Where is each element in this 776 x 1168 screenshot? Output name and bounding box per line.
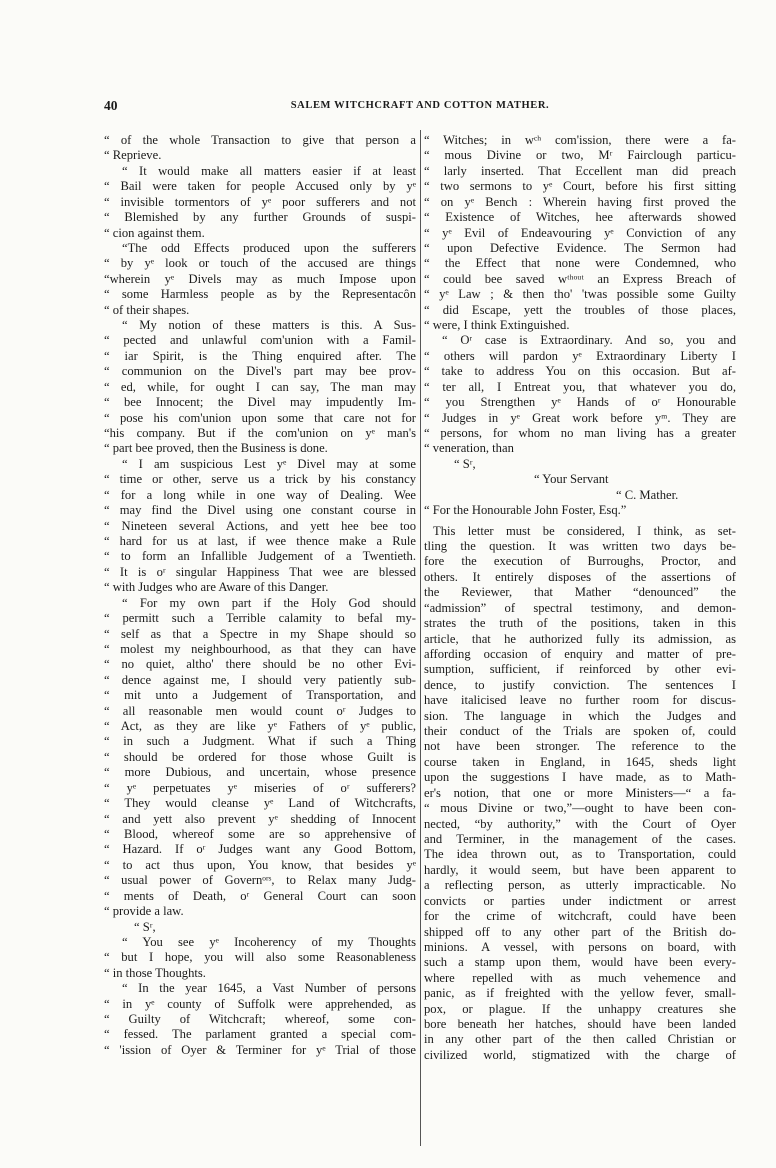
text-line: “ may find the Divel using one constant course in xyxy=(104,503,416,518)
text-line: panic, as if freighted with the yellow fever, small- xyxy=(424,986,736,1001)
text-line: “admission” of spectral testimony, and demon- xyxy=(424,600,736,615)
text-line: for the crime of witchcraft, could have been xyxy=(424,909,736,924)
text-line: “ all reasonable men would count oʳ Judges to xyxy=(104,703,416,718)
text-line: “ take to address You on this occasion. But af- xyxy=(424,364,736,379)
text-line: “ You see yᵉ Incoherency of my Thoughts xyxy=(122,934,416,949)
text-line: “ Blemished by any further Grounds of suspi- xyxy=(104,210,416,225)
text-line: “ no quiet, altho' there should be no other Evi- xyxy=(104,657,416,672)
text-line: “ It would make all matters easier if at least xyxy=(122,163,416,178)
text-line: others. It entirely disposes of the assertions of xyxy=(424,569,736,584)
text-line: “ communion on the Divel's part may bee prov- xyxy=(104,364,416,379)
text-line: “ but I hope, you will also some Reasonableness xyxy=(104,950,416,965)
text-line: “ self as that a Spectre in my Shape should so xyxy=(104,626,416,641)
text-line: “ of the whole Transaction to give that person a xyxy=(104,133,416,147)
text-line: “ ments of Death, oʳ General Court can soon xyxy=(104,888,416,903)
text-line: “ of their shapes. xyxy=(104,302,190,317)
page-header xyxy=(104,98,736,114)
text-line: fore the execution of Burroughs, Proctor, and xyxy=(424,554,736,569)
text-line: hardly, it would seem, but have been apparent to xyxy=(424,862,736,877)
text-line: “ For my own part if the Holy God should xyxy=(122,595,416,610)
text-line: “ Guilty of Witchcraft; whereof, some con- xyxy=(104,1012,416,1027)
left-column xyxy=(104,133,416,1058)
text-line: “ My notion of these matters is this. A Sus- xyxy=(122,318,416,333)
text-line: “ could bee saved wᵗʰᵒᵘᵗ an Express Breach of xyxy=(424,271,736,286)
text-line: “ others will pardon yᵉ Extraordinary Liberty I xyxy=(424,348,736,363)
text-line: “ you Strengthen yᵉ Hands of oʳ Honourable xyxy=(424,395,736,410)
text-line: “his company. But if the com'union on yᵉ man's xyxy=(104,426,416,441)
text-line: “ iar Spirit, is the Thing enquired after. The xyxy=(104,348,416,363)
text-line: “ mous Divine or two, Mʳ Fairclough particu- xyxy=(424,148,736,163)
text-line: “ on yᵉ Bench : Wherein having first proved the xyxy=(424,194,736,209)
text-line: “ usual power of Governᵒʳˢ, to Relax many Judg- xyxy=(104,873,416,888)
text-line: nected, “by authority,” with the Court of Oyer xyxy=(424,816,736,831)
text-line: “ ed, while, for ought I can say, The man may xyxy=(104,379,416,394)
text-line: “ the Effect that none were Condemned, who xyxy=(424,256,736,271)
text-line: “ Existence of Witches, hee afterwards showed xyxy=(424,210,736,225)
text-line: “ pose his com'union upon some that care not for xyxy=(104,410,416,425)
text-line: “ to form an Infallible Judgement of a Twentieth. xyxy=(104,549,416,564)
text-line: “ persons, for whom no man living has a greater xyxy=(424,426,736,441)
text-line: “ in those Thoughts. xyxy=(104,965,206,980)
text-line: upon the suggestions I have made, as to Math- xyxy=(424,770,736,785)
text-line: “ mous Divine or two,”—ought to have been con- xyxy=(424,801,736,816)
text-line: “ 'ission of Oyer & Terminer for yᵉ Trial of those xyxy=(104,1042,416,1057)
text-line: “ in yᵉ county of Suffolk were apprehended, as xyxy=(104,996,416,1011)
text-line: “ dence against me, I should very patiently sub- xyxy=(104,672,416,687)
text-line: “ Hazard. If oʳ Judges want any Good Bottom, xyxy=(104,842,416,857)
text-line: “ Nineteen several Actions, and yett hee bee too xyxy=(104,518,416,533)
text-line: convicts or parties under indictment or arrest xyxy=(424,893,736,908)
running-title: SALEM WITCHCRAFT AND COTTON MATHER. xyxy=(290,100,550,111)
text-line: “ time or other, serve us a trick by his constancy xyxy=(104,472,416,487)
text-line: a reflecting person, as utterly impracticable. No xyxy=(424,878,736,893)
text-line: “ Your Servant xyxy=(534,472,609,487)
text-line: “ upon Defective Evidence. The Sermon had xyxy=(424,240,736,255)
text-line: “ two sermons to yᵉ Court, before his first sitting xyxy=(424,179,736,194)
text-line: course taken in England, in 1645, sheds light xyxy=(424,754,736,769)
text-line: “ more Dubious, and uncertain, whose presence xyxy=(104,765,416,780)
text-line: “ Blood, whereof some are so apprehensive of xyxy=(104,826,416,841)
page-number: 40 xyxy=(104,98,118,113)
text-line: er's notion, that one or more Ministers—“ a fa- xyxy=(424,785,736,800)
text-line: “ Act, as they are like yᵉ Fathers of yᵉ public, xyxy=(104,719,416,734)
text-line: such a stamp upon them, would have been every- xyxy=(424,955,736,970)
text-line: “ should be ordered for those whose Guilt is xyxy=(104,749,416,764)
text-line: “ I am suspicious Lest yᵉ Divel may at some xyxy=(122,456,416,471)
text-line: “ Sʳ, xyxy=(134,919,156,934)
text-line: “ pected and unlawful com'union with a Famil- xyxy=(104,333,416,348)
text-line: affording occasion of enquiry and matter of pre- xyxy=(424,646,736,661)
text-line: “ by yᵉ look or touch of the accused are things xyxy=(104,256,416,271)
text-line: “ did Escape, yett the troubles of those places, xyxy=(424,302,736,317)
text-line: sion. The language in which the Judges and xyxy=(424,708,736,723)
text-line: and Terminer, in the management of the cases. xyxy=(424,831,736,846)
text-line: shipped off to any other part of the British do- xyxy=(424,924,736,939)
text-line: This letter must be considered, I think, as set- xyxy=(433,523,736,538)
text-line: sumption, sufficient, if reinforced by other evi- xyxy=(424,662,736,677)
text-line: “ and yett also prevent yᵉ shedding of Innocent xyxy=(104,811,416,826)
text-line: “ part bee proved, then the Business is done. xyxy=(104,441,328,456)
text-line: “ invisible tormentors of yᵉ poor sufferers and not xyxy=(104,194,416,209)
text-line: “ Witches; in wᶜʰ com'ission, there were a fa- xyxy=(424,133,736,147)
column-divider xyxy=(420,130,421,1146)
text-line: “ fessed. The parlament granted a special com- xyxy=(104,1027,416,1042)
text-line: “ for a long while in one way of Dealing. Wee xyxy=(104,487,416,502)
text-line: “ molest my neighbourhood, as that they can have xyxy=(104,641,416,656)
text-line: “ For the Honourable John Foster, Esq.” xyxy=(424,503,627,518)
text-line: “wherein yᵉ Divels may as much Impose upon xyxy=(104,271,416,286)
text-line: article, that he authorized fully its admission, as xyxy=(424,631,736,646)
text-line: their conduct of the Trials are spoken of, could xyxy=(424,724,736,739)
text-line: “ Sʳ, xyxy=(454,456,476,471)
text-line: “ hard for us at last, if wee thence make a Rule xyxy=(104,533,416,548)
text-line: “ yᵉ perpetuates yᵉ miseries of oʳ sufferers? xyxy=(104,780,416,795)
text-line: “ provide a law. xyxy=(104,904,184,919)
text-line: have italicised leave no further room for discus- xyxy=(424,693,736,708)
text-line: “ permitt such a Terrible calamity to befal my- xyxy=(104,611,416,626)
text-line: “ mit unto a Judgement of Transportation, and xyxy=(104,688,416,703)
text-line: “ It is oʳ singular Happiness That wee are blessed xyxy=(104,564,416,579)
text-line: tling the question. It was written two days be- xyxy=(424,538,736,553)
text-line: “ yᵉ Evil of Endeavouring yᵉ Conviction of any xyxy=(424,225,736,240)
text-line: “ They would cleanse yᵉ Land of Witchcrafts, xyxy=(104,796,416,811)
text-line: in any other part of the then called Christian or xyxy=(424,1032,736,1047)
text-line: “ C. Mather. xyxy=(616,487,679,502)
text-line: “ bee Innocent; the Divel may impudently Im- xyxy=(104,395,416,410)
text-line: where repelled with as much vehemence and xyxy=(424,970,736,985)
text-line: “ with Judges who are Aware of this Danger. xyxy=(104,580,329,595)
text-line: “ Oʳ case is Extraordinary. And so, you and xyxy=(442,333,736,348)
text-line: “ in such a Judgment. What if such a Thing xyxy=(104,734,416,749)
text-line: “ were, I think Extinguished. xyxy=(424,318,570,333)
text-line: pox, or plague. If the unhappy creatures she xyxy=(424,1001,736,1016)
text-line: bore beneath her hatches, should have been landed xyxy=(424,1017,736,1032)
text-line: not have been stronger. The reference to the xyxy=(424,739,736,754)
text-line: “ veneration, than xyxy=(424,441,514,456)
text-line: civilized world, stigmatized with the charge of xyxy=(424,1047,736,1062)
text-line: “ Judges in yᵉ Great work before yᵐ. They are xyxy=(424,410,736,425)
text-line: “ Bail were taken for people Accused only by yᵉ xyxy=(104,179,416,194)
text-line: the Reviewer, that Mather “denounced” the xyxy=(424,585,736,600)
text-line: “ Reprieve. xyxy=(104,148,162,163)
text-line: “ to act thus upon, You know, that besides yᵉ xyxy=(104,857,416,872)
text-line: “ larly inserted. That Eccellent man did preach xyxy=(424,163,736,178)
text-line: strates the truth of the positions, taken in this xyxy=(424,616,736,631)
text-line: minions. A vessel, with persons on board, with xyxy=(424,939,736,954)
text-line: dence, to justify conviction. The sentences I xyxy=(424,677,736,692)
text-line: “ ter all, I Entreat you, that whatever you do, xyxy=(424,379,736,394)
text-line: “ some Harmless people as by the Representacôn xyxy=(104,287,416,302)
text-line: The idea thrown out, as to Transportation, could xyxy=(424,847,736,862)
text-line: “ yᵉ Law ; & then tho' 'twas possible some Guilty xyxy=(424,287,736,302)
text-line: “The odd Effects produced upon the sufferers xyxy=(122,240,416,255)
right-column xyxy=(424,133,736,1063)
text-line: “ In the year 1645, a Vast Number of persons xyxy=(122,981,416,996)
text-line: “ cion against them. xyxy=(104,225,205,240)
